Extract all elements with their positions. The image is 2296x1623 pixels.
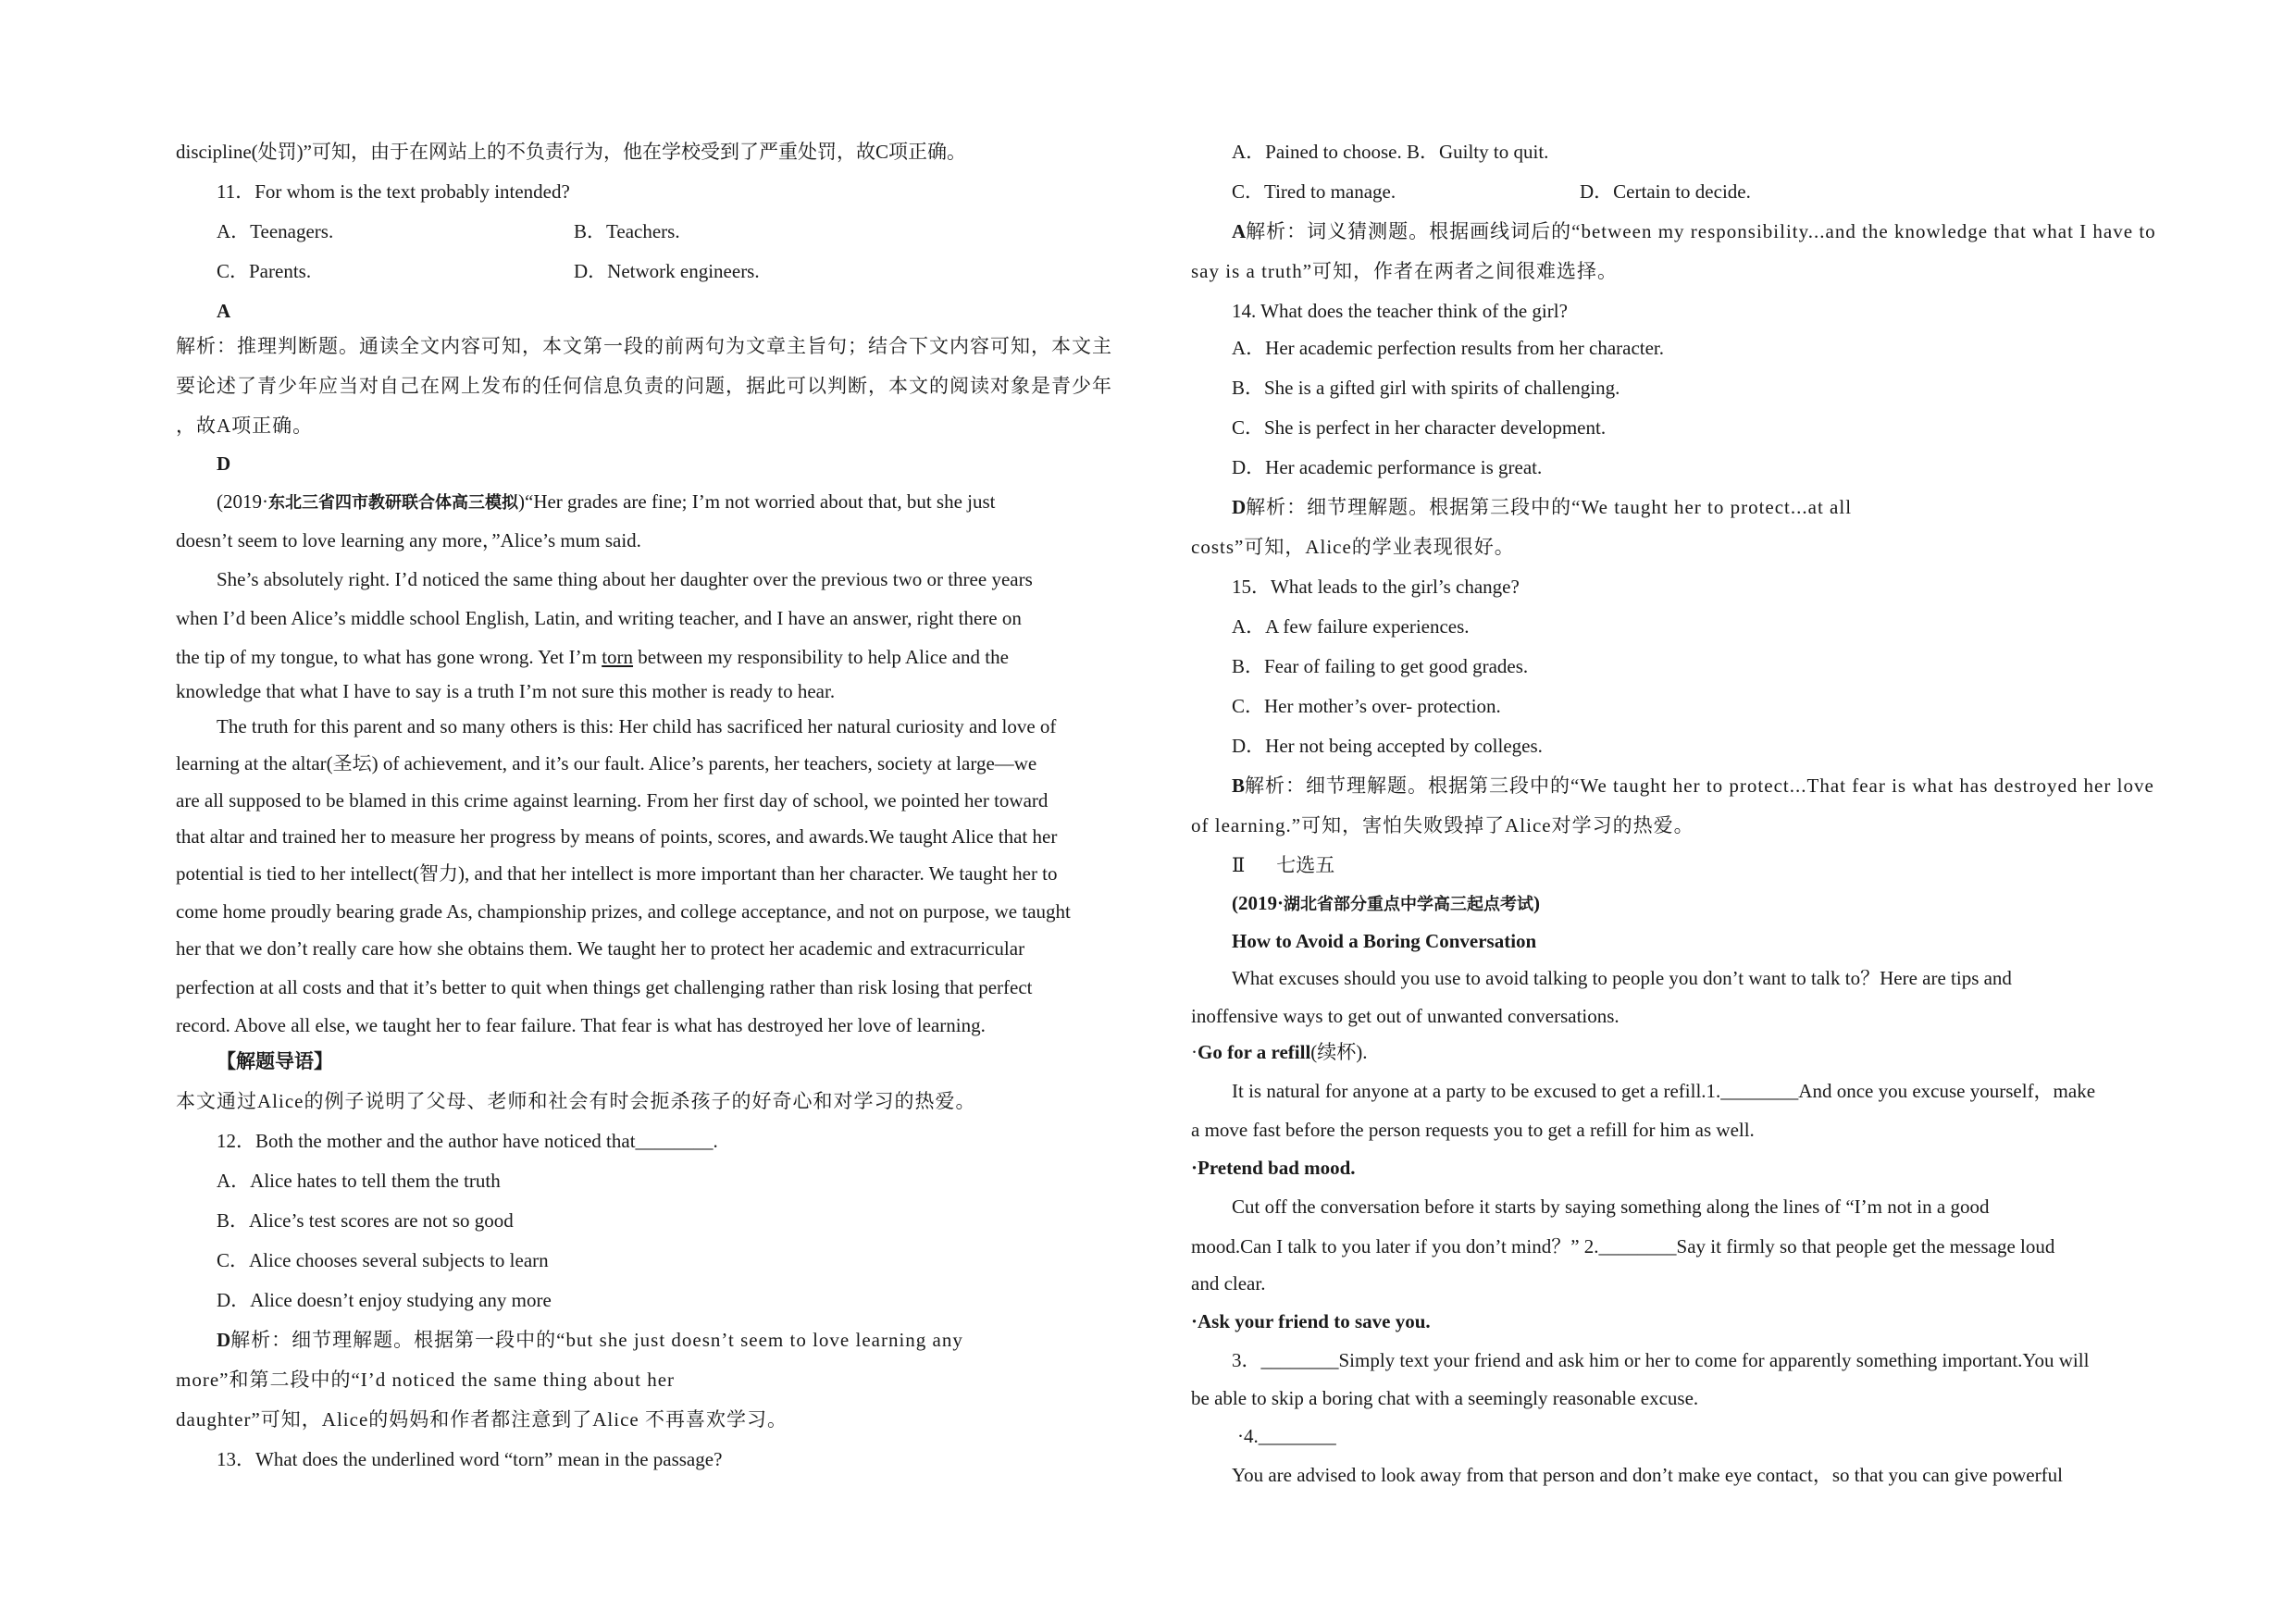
q14-option-c: C．She is perfect in her character development. (1232, 416, 1607, 439)
q12-option-d: D．Alice doesn’t enjoy studying any more (217, 1289, 552, 1311)
bullet: · (1191, 1041, 1198, 1063)
q15-option-b: B．Fear of failing to get good grades. (1232, 655, 1529, 677)
question-14-stem: 14. What does the teacher think of the girl? (1232, 300, 1568, 322)
q14-option-a: A．Her academic perfection results from her character. (1232, 337, 1665, 359)
q12-explanation (217, 1327, 1124, 1353)
q15-explanation (1232, 773, 2153, 799)
question-12-stem: 12．Both the mother and the author have noticed that________. (217, 1130, 718, 1152)
q13-option-d: D．Certain to decide. (1580, 180, 1751, 203)
q11-option-b: B．Teachers. (574, 220, 680, 242)
q11-option-d: D．Network engineers. (574, 260, 760, 282)
text-run: the tip of my tongue, to what has gone wrong. Yet I’m (176, 646, 602, 668)
source-name: 湖北省部分重点中学高三起点考试 (1284, 895, 1533, 913)
question-13-stem: 13．What does the underlined word “torn” mean in the passage? (217, 1448, 723, 1470)
question-11-stem: 11．For whom is the text probably intended? (217, 180, 570, 203)
paragraph-line: knowledge that what I have to say is a truth I’m not sure this mother is ready to hear. (176, 680, 836, 702)
q11-explanation-line: 解析：推理判断题。通读全文内容可知，本文第一段的前两句为文章主旨句；结合下文内容可知，本文主 (176, 335, 1112, 357)
paragraph-line: perfection at all costs and that it’s better to quit when things get challenging rather than risk losing that perfect (176, 976, 1033, 998)
paragraph-line: mood.Can I talk to you later if you don’t mind？” 2.________Say it firmly so that people get the message loud (1191, 1235, 2055, 1258)
paragraph-line: What excuses should you use to avoid talking to people you don’t want to talk to？Here are tips and (1232, 967, 2012, 989)
q12-option-a: A．Alice hates to tell them the truth (217, 1170, 501, 1192)
paragraph-line: The truth for this parent and so many others is this: Her child has sacrificed her natural curiosity and love of (217, 715, 1057, 737)
text-run: between my responsibility to help Alice and the (633, 646, 1009, 668)
paragraph-line: come home proudly bearing grade As, championship prizes, and college acceptance, and not on purpose, we taught (176, 900, 1071, 923)
paragraph-line: when I’d been Alice’s middle school English, Latin, and writing teacher, and I have an answer, right there on (176, 607, 1022, 629)
paragraph-line: doesn’t seem to love learning any more，”Alice’s mum said. (176, 529, 641, 551)
source-line (1232, 890, 2153, 917)
q15-option-c: C．Her mother’s over- protection. (1232, 695, 1501, 717)
section-label-d: D (217, 452, 231, 475)
q13-answer: A (1232, 220, 1247, 242)
guide-text: 本文通过Alice的例子说明了父母、老师和社会有时会扼杀孩子的好奇心和对学习的热爱。 (176, 1090, 976, 1112)
q14-option-b: B．She is a gifted girl with spirits of challenging. (1232, 377, 1620, 399)
paragraph-line: inoffensive ways to get out of unwanted conversations. (1191, 1005, 1620, 1027)
q14-explanation-text: 解析：细节理解题。根据第三段中的“We taught her to protect...at all (1246, 496, 1853, 518)
paragraph-line: record. Above all else, we taught her to fear failure. That fear is what has destroyed her love of learning. (176, 1014, 986, 1036)
q15-explanation-line: of learning.”可知，害怕失败毁掉了Alice对学习的热爱。 (1191, 814, 1694, 836)
section-heading (1232, 852, 2153, 878)
subheading-bad-mood: ·Pretend bad mood. (1191, 1157, 1356, 1179)
q14-option-d: D．Her academic performance is great. (1232, 456, 1543, 478)
q15-option-a: A．A few failure experiences. (1232, 615, 1470, 638)
q11-option-c: C．Parents. (217, 260, 312, 282)
source-close: ) (1533, 892, 1540, 914)
q12-explanation-line: daughter”可知，Alice的妈妈和作者都注意到了Alice 不再喜欢学习。 (176, 1408, 788, 1431)
q12-answer: D (217, 1329, 231, 1351)
q13-explanation-line: say is a truth”可知，作者在两者之间很难选择。 (1191, 260, 1619, 282)
section-title: 七选五 (1276, 854, 1335, 876)
blank-4-heading: ·4.________ (1237, 1425, 1336, 1447)
paragraph-line: a move fast before the person requests you to get a refill for him as well. (1191, 1119, 1755, 1141)
q11-answer: A (217, 300, 231, 322)
q14-explanation-line: costs”可知，Alice的学业表现很好。 (1191, 536, 1515, 558)
paragraph-line: be able to skip a boring chat with a seemingly reasonable excuse. (1191, 1387, 1699, 1409)
passage-title: How to Avoid a Boring Conversation (1232, 930, 1537, 952)
source-quote: )“Her grades are fine; I’m not worried about that, but she just (518, 490, 996, 513)
subheading-text: Go for a refill (1198, 1041, 1311, 1063)
q14-explanation (1232, 494, 2153, 520)
paragraph-line: discipline(处罚)”可知，由于在网站上的不负责行为，他在学校受到了严重处罚，故C项正确。 (176, 141, 966, 163)
q13-option-c: C．Tired to manage. (1232, 180, 1396, 203)
q15-option-d: D．Her not being accepted by colleges. (1232, 735, 1543, 757)
q11-option-a: A．Teenagers. (217, 220, 334, 242)
paragraph-line: You are advised to look away from that person and don’t make eye contact，so that you can give powerful (1232, 1464, 2063, 1486)
underlined-word-torn: torn (602, 646, 634, 668)
source-name: 东北三省四市教研联合体高三模拟 (268, 493, 518, 512)
q15-explanation-text: 解析：细节理解题。根据第三段中的“We taught her to protect...That fear is what has destroyed her love (1245, 774, 2154, 797)
paragraph-line (176, 644, 1124, 670)
paragraph-line: are all supposed to be blamed in this crime against learning. From her first day of school, we pointed her toward (176, 789, 1049, 812)
q11-explanation-line: 要论述了青少年应当对自己在网上发布的任何信息负责的问题，据此可以判断，本文的阅读对象是青少年 (176, 375, 1112, 397)
q13-options-ab: A．Pained to choose. B．Guilty to quit. (1232, 141, 1549, 163)
subheading-note: (续杯). (1310, 1041, 1368, 1063)
section-number: Ⅱ (1232, 854, 1246, 876)
paragraph-line: potential is tied to her intellect(智力), and that her intellect is more important than her character. We taught her to (176, 862, 1058, 885)
paragraph-line: Cut off the conversation before it starts by saying something along the lines of “I’m not in a good (1232, 1196, 1990, 1218)
source-year: (2019· (217, 490, 268, 513)
subheading-friend: ·Ask your friend to save you. (1191, 1310, 1431, 1332)
q12-explanation-text: 解析：细节理解题。根据第一段中的“but she just doesn’t seem to love learning any (230, 1329, 963, 1351)
question-15-stem: 15．What leads to the girl’s change? (1232, 576, 1520, 598)
q13-explanation (1232, 218, 2156, 244)
paragraph-line: It is natural for anyone at a party to be excused to get a refill.1.________And once you excuse yourself，make (1232, 1080, 2096, 1102)
paragraph-line: and clear. (1191, 1272, 1266, 1295)
paragraph-line: learning at the altar(圣坛) of achievement, and it’s our fault. Alice’s parents, her teachers, society at large—we (176, 752, 1037, 774)
source-line (217, 489, 1124, 515)
q11-explanation-line: ，故A项正确。 (176, 415, 314, 437)
paragraph-line: that altar and trained her to measure her progress by means of points, scores, and awards.We taught Alice that her (176, 825, 1058, 848)
source-year: (2019· (1232, 892, 1284, 914)
subheading-refill (1191, 1039, 2153, 1065)
q12-option-c: C．Alice chooses several subjects to learn (217, 1249, 549, 1271)
q13-explanation-text: 解析：词义猜测题。根据画线词后的“between my responsibility...and the knowledge that what I have to (1246, 220, 2156, 242)
q15-answer: B (1232, 774, 1246, 797)
paragraph-line: 3．________Simply text your friend and ask him or her to come for apparently something important.You will (1232, 1349, 2090, 1371)
paragraph-line: her that we don’t really care how she obtains them. We taught her to protect her academic and extracurricular (176, 937, 1025, 960)
q14-answer: D (1232, 496, 1247, 518)
q12-option-b: B．Alice’s test scores are not so good (217, 1209, 514, 1232)
paragraph-line: She’s absolutely right. I’d noticed the same thing about her daughter over the previous two or three years (217, 568, 1033, 590)
guide-title: 【解题导语】 (217, 1050, 333, 1072)
q12-explanation-line: more”和第二段中的“I’d noticed the same thing about her (176, 1369, 676, 1391)
